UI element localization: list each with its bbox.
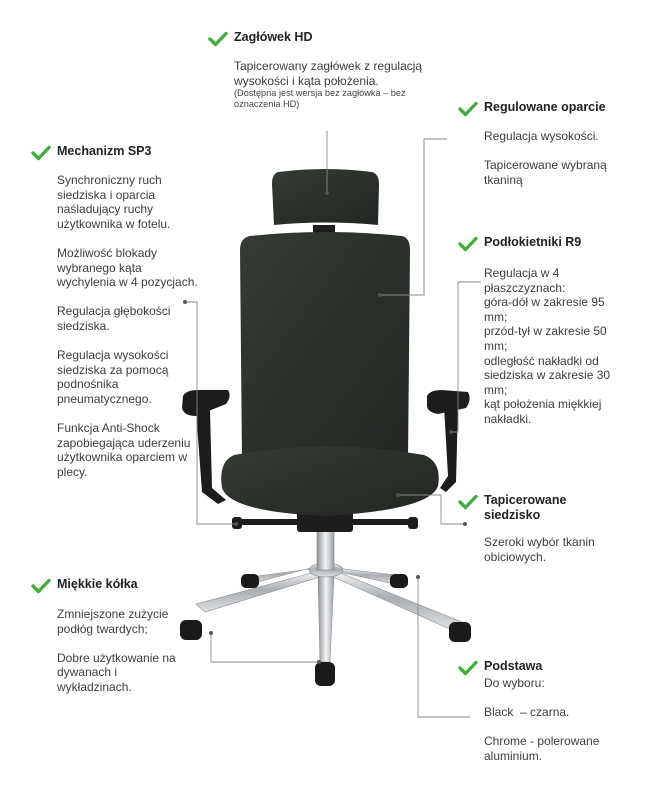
armrests-line: kąt położenia miękkiej nakładki. <box>484 397 602 426</box>
backrest-line: Regulacja wysokości. <box>484 129 599 143</box>
headrest-title: Zagłówek HD <box>234 30 313 44</box>
check-icon <box>31 145 51 161</box>
backrest-line: Tapicerowane wybraną tkaniną <box>484 158 607 187</box>
backrest-title: Regulowane oparcie <box>484 100 606 114</box>
base-subtitle: Do wyboru: <box>484 676 545 690</box>
chair-base <box>196 530 462 662</box>
headrest-callout <box>208 30 438 110</box>
seat-shape <box>221 447 439 517</box>
check-icon <box>458 494 478 510</box>
mechanism-callout <box>31 144 206 494</box>
seat-callout <box>458 493 658 564</box>
mechanism-paragraph: Synchroniczny ruch siedziska i oparcia naśladujący ruchy użytkownika w fotelu. <box>57 173 171 231</box>
backrest-callout <box>458 100 658 202</box>
seat-title-line: siedzisko <box>484 508 541 522</box>
wheels-paragraph: Dobre użytkowanie na dywanach i wykładzinach. <box>57 650 176 694</box>
wheels-callout <box>31 577 206 709</box>
mechanism-paragraph: Możliwość blokady wybranego kąta wychylenia w 4 pozycjach. <box>57 245 198 290</box>
mechanism-paragraph: Regulacja wysokości siedziska za pomocą podnośnika pneumatycznego. <box>57 348 169 406</box>
base-title: Podstawa <box>484 659 543 673</box>
headrest-shape <box>272 169 379 225</box>
mechanism-paragraph: Regulacja głębokości siedziska. <box>57 304 171 333</box>
mechanism-title: Mechanizm SP3 <box>57 144 152 158</box>
armrests-line: góra-dół w zakresie 95 mm; <box>484 295 605 324</box>
armrests-line: odległość nakładki od siedziska w zakresie 30 mm; <box>484 353 611 397</box>
armrests-title: Podłokietniki R9 <box>484 235 582 249</box>
check-icon <box>458 236 478 252</box>
wheels-paragraph: Zmniejszone zużycie podłóg twardych; <box>57 607 169 636</box>
seat-title-line: Tapicerowane <box>484 493 567 507</box>
wheels-title: Miękkie kółka <box>57 577 138 591</box>
base-callout <box>458 659 658 778</box>
mechanism-paragraph: Funkcja Anti-Shock zapobiegająca uderzeniu użytkownika oparciem w plecy. <box>57 421 191 479</box>
check-icon <box>458 101 478 117</box>
check-icon <box>458 660 478 676</box>
check-icon <box>31 578 51 594</box>
base-paragraph: Black – czarna. <box>484 705 570 720</box>
armrests-line: przód-tył w zakresie 50 mm; <box>484 324 607 353</box>
headrest-desc: Tapicerowany zagłówek z regulacją wysokości i kąta położenia. <box>234 59 423 88</box>
seat-desc: Szeroki wybór tkanin obiciowych. <box>484 535 595 564</box>
headrest-note: (Dostępna jest wersja bez zagłówka – bez oznaczenia HD) <box>234 88 406 110</box>
armrests-callout <box>458 235 658 427</box>
armrests-line: Regulacja w 4 płaszczyznach: <box>484 266 566 295</box>
check-icon <box>208 31 228 47</box>
backrest-shape <box>240 232 410 460</box>
base-paragraph: Chrome - polerowane aluminium. <box>484 734 600 763</box>
